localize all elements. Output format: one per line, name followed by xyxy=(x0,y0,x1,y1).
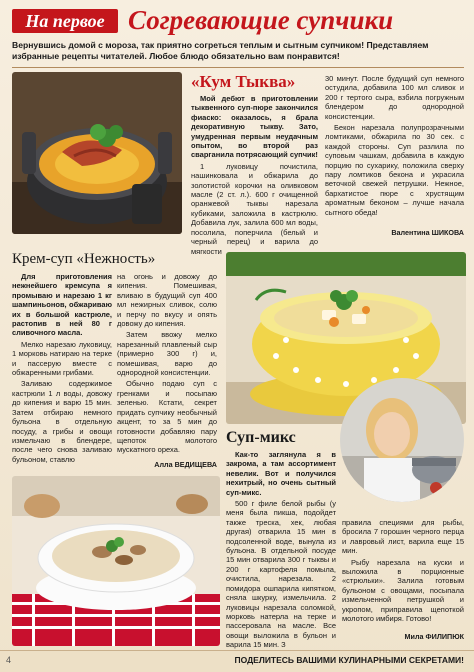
recipe2-column-1 xyxy=(12,272,112,466)
paragraph: Мелко нарезаю луковицу, 1 морковь натираю на терке и пассерую вместе с обжаренными грибами. xyxy=(12,339,112,378)
paragraph: Обычно подаю суп с гренками и посыпаю зеленью. Кстати, секрет придать супчику необычный акцент, то за 5 мин до готовности добавляю пару щепоток молотого мускатного ореха. xyxy=(117,379,217,455)
recipe1-column-1 xyxy=(191,94,318,258)
section-tag: На первое xyxy=(12,9,118,33)
recipe2-title: Крем-суп «Нежность» xyxy=(12,251,156,267)
paragraph: на огонь и довожу до кипения. Помешивая, вливаю в будущий суп 400 мл нежирных сливок, солю и перчу по вкусу и опять довожу до кипения. xyxy=(117,272,217,329)
recipe2-column-2 xyxy=(117,272,217,457)
footer-text: ПОДЕЛИТЕСЬ ВАШИМИ КУЛИНАРНЫМИ СЕКРЕТАМИ! xyxy=(234,655,464,665)
recipe1-column-2 xyxy=(325,74,464,219)
paragraph: Мой дебют в приготовлении тыквенного суп-пюре закончился фиаско: оказалось, я брала декоративную тыкву. Зато, умудренная первым неудачным опытом, во второй раз сварганила потрясающий супчик! xyxy=(191,94,318,160)
paragraph: Для приготовления нежнейшего кремсупа я промываю и нарезаю 1 кг шампиньонов, обжариваю их в большой кастрюле, растопив в ней 80 г сливочного масла. xyxy=(12,272,112,338)
recipe1-author: Валентина ШИКОВА xyxy=(391,228,464,237)
paragraph: 500 г филе белой рыбы (у меня была пикша, подойдет также треска, хек, любая другая) отварила 15 мин в подсоленной воде, вынула из бульона. В отдельной посуде 15 мин отварила 300 г тыквы и 200 г картофеля помыла, очистила, нарезала. 2 помидора ошпарила кипятком, сняла шкурку, измельчила. 2 луковицы нарезала соломкой, морковь натерла на терке и пассеровала на масле. Все овощи выложила в бульон и варила 15 мин. З xyxy=(226,499,336,650)
intro-text: Вернувшись домой с мороза, так приятно согреться теплым и сытным супчиком! Представляем избранные рецепты читателей. Любое блюдо обязательно вам понравится! xyxy=(12,40,429,61)
paragraph: правила специями для рыбы, бросила 7 горошин черного перца и лавровый лист, варила еще 15 мин. xyxy=(342,518,464,556)
paragraph: Рыбу нарезала на куски и выложила в порционные «стрюльки». Залила готовым бульоном с овощами, посыпала измельченной петрушкой и укропом, приправила щепоткой молотого имбиря. Готово! xyxy=(342,557,464,624)
recipe2-author: Алла ВЕДИЩЕВА xyxy=(154,460,217,469)
mushroom-soup-photo xyxy=(12,476,220,646)
author-portrait-photo xyxy=(340,378,464,502)
paragraph: Заливаю содержимое кастрюли 1 л воды, довожу до кипения и варю 15 мин. Затем отбираю немного бульона в отдельную посуду, а грибы и овощи измельчаю в блендере, после чего снова заливаю бульоном, ставлю xyxy=(12,379,112,464)
page-title: Согревающие супчики xyxy=(128,5,394,35)
paragraph: 1 луковицу почистила, нашинковала и обжарила до золотистой корочки на оливковом масле (2 ст. л.). 600 г очищенной оранжевой тыквы нарезала кубиками, заложила в кастрюлю. Добавила лук, залила 600 мл воды, посолила, поперчила (белый и черный перец) и варила до мягкости xyxy=(191,161,318,256)
paragraph: 30 минут. После будущий суп немного остудила, добавила 100 мл сливок и 200 г тертого сыра, взбила погружным блендером до однородной консистенции. xyxy=(325,74,464,121)
paragraph: Как-то заглянула я в закрома, а там ассортимент невелик. Вот и получился нехитрый, но очень сытный суп-микс. xyxy=(226,450,336,497)
recipe3-column-1 xyxy=(226,450,336,652)
pumpkin-soup-photo xyxy=(12,72,182,234)
recipe3-column-2 xyxy=(342,518,464,625)
paragraph: Бекон нарезала полупрозрачными ломтиками, обжарила по 30 сек. с каждой стороны. Суп разлила по суповым чашкам, добавила в каждую порцию по сухарику, положила сверху пару ломтиков бекона и украсила веточкой свежей петрушки. Нежное, бархатистое пюре с хрустящим ароматным беконом – лучше начала сытного обеда! xyxy=(325,123,464,217)
header-divider xyxy=(12,67,464,68)
paragraph: Затем ввожу мелко нарезанный плавленый сыр (примерно 300 г) и, помешивая, варю до однородной консистенции. xyxy=(117,330,217,378)
page-number: 4 xyxy=(6,655,12,665)
recipe3-title: Суп-микс xyxy=(226,429,296,446)
footer-bar xyxy=(0,650,474,672)
recipe1-title: «Кум Тыква» xyxy=(191,72,296,91)
recipe3-author: Мила ФИЛИПЮК xyxy=(404,632,464,641)
